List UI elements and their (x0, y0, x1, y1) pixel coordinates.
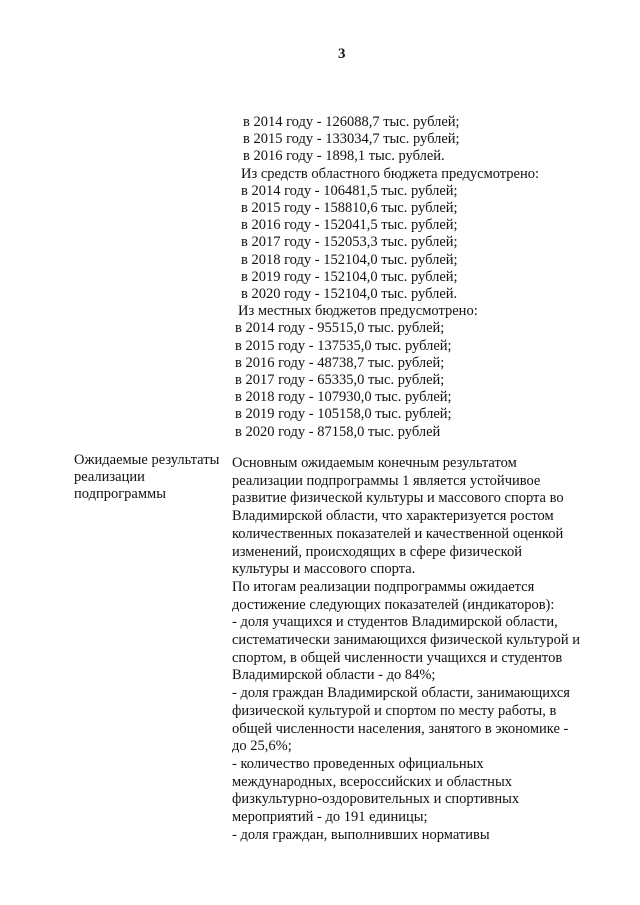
results-text-line: Основным ожидаемым конечным результатом (232, 455, 517, 471)
page-number: 3 (338, 46, 346, 62)
results-text-line: - количество проведенных официальных (232, 755, 484, 772)
results-label-line: подпрограммы (74, 486, 166, 502)
results-text-line: Владимирской области, что характеризуется ростом (232, 508, 554, 525)
results-text-line: - доля граждан, выполнивших нормативы (232, 826, 490, 843)
results-text-line: физической культурой и спортом по месту работы, в (232, 702, 557, 719)
results-text-line: - доля граждан Владимирской области, занимающихся (232, 685, 570, 702)
results-label-line: Ожидаемые результаты (74, 452, 220, 468)
results-text-line: изменений, происходящих в сфере физической (232, 543, 522, 560)
results-text-line: - доля учащихся и студентов Владимирской области, (232, 614, 558, 631)
funding-year-line: в 2020 году - 87158,0 тыс. рублей (235, 423, 441, 440)
results-text-line: По итогам реализации подпрограммы ожидается (232, 578, 535, 595)
results-text-line: систематически занимающихся физической культурой и (232, 632, 581, 648)
funding-year-line: в 2017 году - 65335,0 тыс. рублей; (235, 372, 445, 388)
results-text-line: Владимирской области - до 84%; (232, 667, 436, 684)
results-text-line: достижение следующих показателей (индикаторов): (232, 596, 555, 613)
funding-year-line: в 2020 году - 152104,0 тыс. рублей. (241, 286, 458, 302)
funding-year-line: в 2015 году - 158810,6 тыс. рублей; (241, 200, 458, 216)
results-text-line: количественных показателей и качественной оценкой (232, 525, 564, 542)
funding-year-line: в 2018 году - 152104,0 тыс. рублей; (241, 251, 458, 268)
results-text-line: международных, всероссийских и областных (232, 773, 512, 790)
funding-year-line: в 2014 году - 95515,0 тыс. рублей; (235, 320, 445, 337)
funding-year-line: в 2015 году - 137535,0 тыс. рублей; (235, 337, 452, 354)
funding-year-line: в 2018 году - 107930,0 тыс. рублей; (235, 389, 452, 406)
funding-year-line: в 2014 году - 126088,7 тыс. рублей; (243, 114, 460, 130)
results-text-line: реализации подпрограммы 1 является устойчивое (232, 472, 541, 489)
funding-year-line: в 2016 году - 1898,1 тыс. рублей. (243, 148, 445, 165)
funding-year-line: в 2019 году - 152104,0 тыс. рублей; (241, 268, 458, 285)
results-text-line: культуры и массового спорта. (232, 561, 416, 578)
results-text-line: развитие физической культуры и массового спорта во (232, 490, 564, 507)
funding-year-line: в 2015 году - 133034,7 тыс. рублей; (243, 131, 460, 148)
regional-heading: Из средств областного бюджета предусмотрено: (241, 165, 540, 182)
results-text-line: физкультурно-оздоровительных и спортивных (232, 791, 520, 808)
results-text-line: общей численности населения, занятого в экономике - (232, 720, 569, 737)
funding-year-line: в 2019 году - 105158,0 тыс. рублей; (235, 406, 452, 423)
results-label-line: реализации (74, 469, 145, 485)
results-label (74, 452, 224, 503)
funding-year-line: в 2017 году - 152053,3 тыс. рублей; (241, 234, 458, 251)
results-text-line: спортом, в общей численности учащихся и студентов (232, 649, 563, 666)
funding-year-line: в 2016 году - 48738,7 тыс. рублей; (235, 354, 445, 371)
funding-year-line: в 2014 году - 106481,5 тыс. рублей; (241, 182, 458, 199)
local-heading: Из местных бюджетов предусмотрено: (238, 303, 478, 320)
funding-year-line: в 2016 году - 152041,5 тыс. рублей; (241, 217, 458, 234)
results-text-line: мероприятий - до 191 единицы; (232, 809, 428, 825)
results-text-line: до 25,6%; (232, 738, 292, 755)
